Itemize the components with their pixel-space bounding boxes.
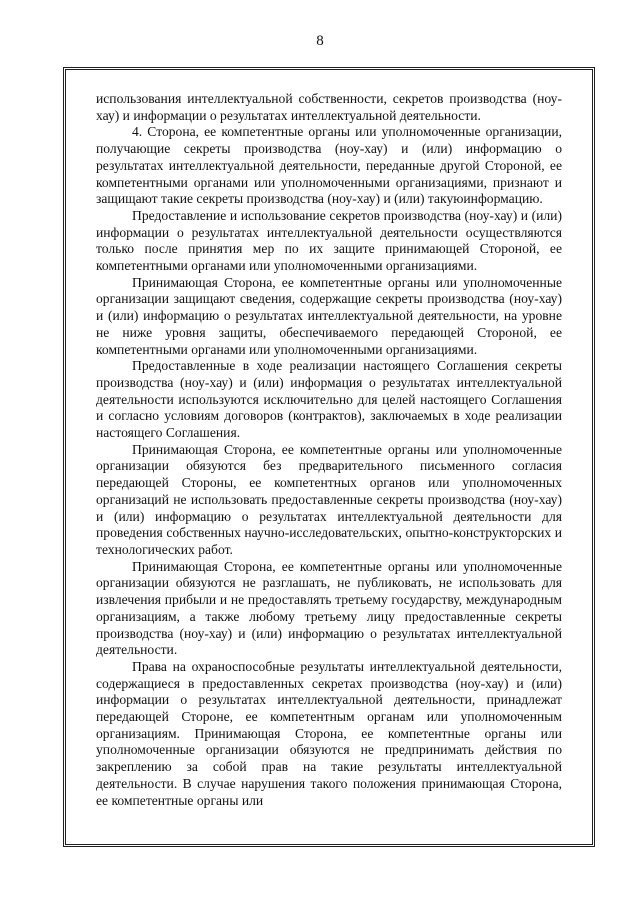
document-body (96, 91, 562, 809)
paragraph-7: Принимающая Сторона, ее компетентные органы или уполномоченные организации обязуются не разглашать, не публиковать, не использовать для извлечения прибыли и не предоставлять третьему государству, международным организациям, а также любому третьему лицу предоставленные секреты производства (ноу-хау) и (или) информацию о результатах интеллектуальной деятельности. (96, 558, 562, 658)
paragraph-5: Предоставленные в ходе реализации настоящего Соглашения секреты производства (ноу-хау) и (или) информация о результатах интеллектуальной деятельности используются исключительно для целей настоящего Соглашения и согласно условиям договоров (контрактов), заключаемых в ходе реализации настоящего Соглашения. (96, 358, 562, 441)
paragraph-8: Права на охраноспособные результаты интеллектуальной деятельности, содержащиеся в предоставленных секретах производства (ноу-хау) и (или) информации о результатах интеллектуальной деятельности, принадлежат передающей Стороне, ее компетентным органам или уполномоченным организациям. Принимающая Сторона, ее компетентные органы или уполномоченные организации обязуются не предпринимать действия по закреплению за собой прав на такие результаты интеллектуальной деятельности. В случае нарушения такого положения принимающая Сторона, ее компетентные органы или (96, 658, 562, 808)
paragraph-6: Принимающая Сторона, ее компетентные органы или уполномоченные организации обязуются без предварительного письменного согласия передающей Стороны, ее компетентных органов или уполномоченных организаций не использовать предоставленные секреты производства (ноу-хау) и (или) информацию о результатах интеллектуальной деятельности для проведения собственных научно-исследовательских, опытно-конструкторских и технологических работ. (96, 441, 562, 557)
paragraph-2: 4. Сторона, ее компетентные органы или уполномоченные организации, получающие секреты производства (ноу-хау) и (или) информацию о результатах интеллектуальной деятельности, переданные другой Стороной, ее компетентными органами или уполномоченными организациями, признают и защищают такие секреты производства (ноу-хау) и (или) такуюинформацию. (96, 124, 562, 207)
paragraph-3: Предоставление и использование секретов производства (ноу-хау) и (или) информации о результатах интеллектуальной деятельности осуществляются только после принятия мер по их защите принимающей Стороной, ее компетентными органами или уполномоченными организациями. (96, 207, 562, 274)
paragraph-1: использования интеллектуальной собственности, секретов производства (ноу-хау) и информации о результатах интеллектуальной деятельности. (96, 91, 562, 123)
paragraph-4: Принимающая Сторона, ее компетентные органы или уполномоченные организации защищают сведения, содержащие секреты производства (ноу-хау) и (или) информацию о результатах интеллектуальной деятельности, на уровне не ниже уровня защиты, обеспечиваемого передающей Стороной, ее компетентными органами или уполномоченными организациями. (96, 274, 562, 357)
page-number: 8 (316, 33, 324, 49)
document-border-frame (63, 67, 595, 847)
